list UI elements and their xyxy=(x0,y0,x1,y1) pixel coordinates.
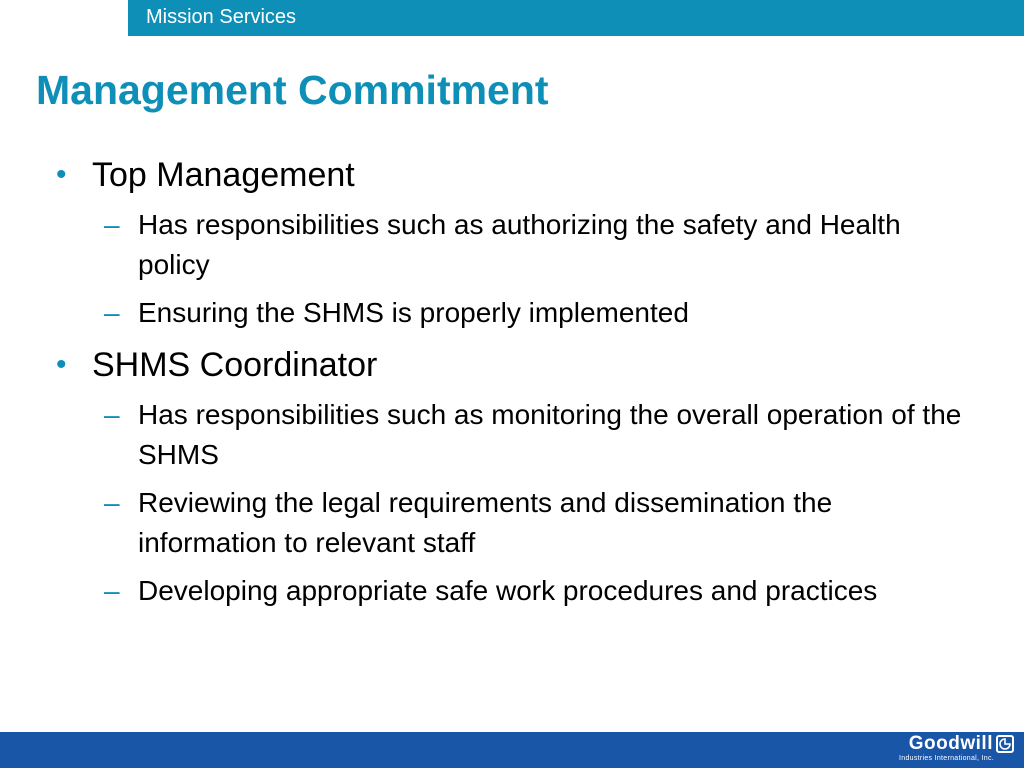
sub-bullet-text: Developing appropriate safe work procedures and practices xyxy=(138,575,878,606)
bullet-text: SHMS Coordinator xyxy=(92,346,378,384)
bullet-text: Top Management xyxy=(92,156,355,194)
bullet-icon: • xyxy=(56,158,67,191)
sub-bullet-item xyxy=(104,395,976,475)
section-label: Mission Services xyxy=(146,6,297,28)
sub-bullet-item xyxy=(104,483,976,563)
slide-body xyxy=(56,153,976,611)
footer-bar xyxy=(0,732,1024,768)
header-bar xyxy=(0,0,1024,36)
slide-title: Management Commitment xyxy=(36,67,549,113)
logo-text: Goodwill xyxy=(908,733,993,754)
goodwill-smile-icon xyxy=(996,735,1014,753)
sub-bullet-text: Ensuring the SHMS is properly implemented xyxy=(138,297,689,328)
sub-bullet-text: Reviewing the legal requirements and dissemination the information to relevant staff xyxy=(138,487,833,558)
dash-icon: – xyxy=(104,399,120,430)
dash-icon: – xyxy=(104,487,120,518)
sub-bullet-item xyxy=(104,293,976,333)
sub-bullet-text: Has responsibilities such as authorizing the safety and Health policy xyxy=(138,209,901,280)
bullet-item xyxy=(56,153,976,197)
sub-bullet-text: Has responsibilities such as monitoring the overall operation of the SHMS xyxy=(138,399,962,470)
sub-bullet-item xyxy=(104,205,976,285)
dash-icon: – xyxy=(104,209,120,240)
sub-bullet-item xyxy=(104,571,976,611)
dash-icon: – xyxy=(104,575,120,606)
logo-subtext: Industries International, Inc. xyxy=(899,755,994,762)
goodwill-logo xyxy=(899,734,1014,766)
header-left-block xyxy=(0,0,128,36)
bullet-item xyxy=(56,343,976,387)
bullet-icon: • xyxy=(56,348,67,381)
dash-icon: – xyxy=(104,297,120,328)
